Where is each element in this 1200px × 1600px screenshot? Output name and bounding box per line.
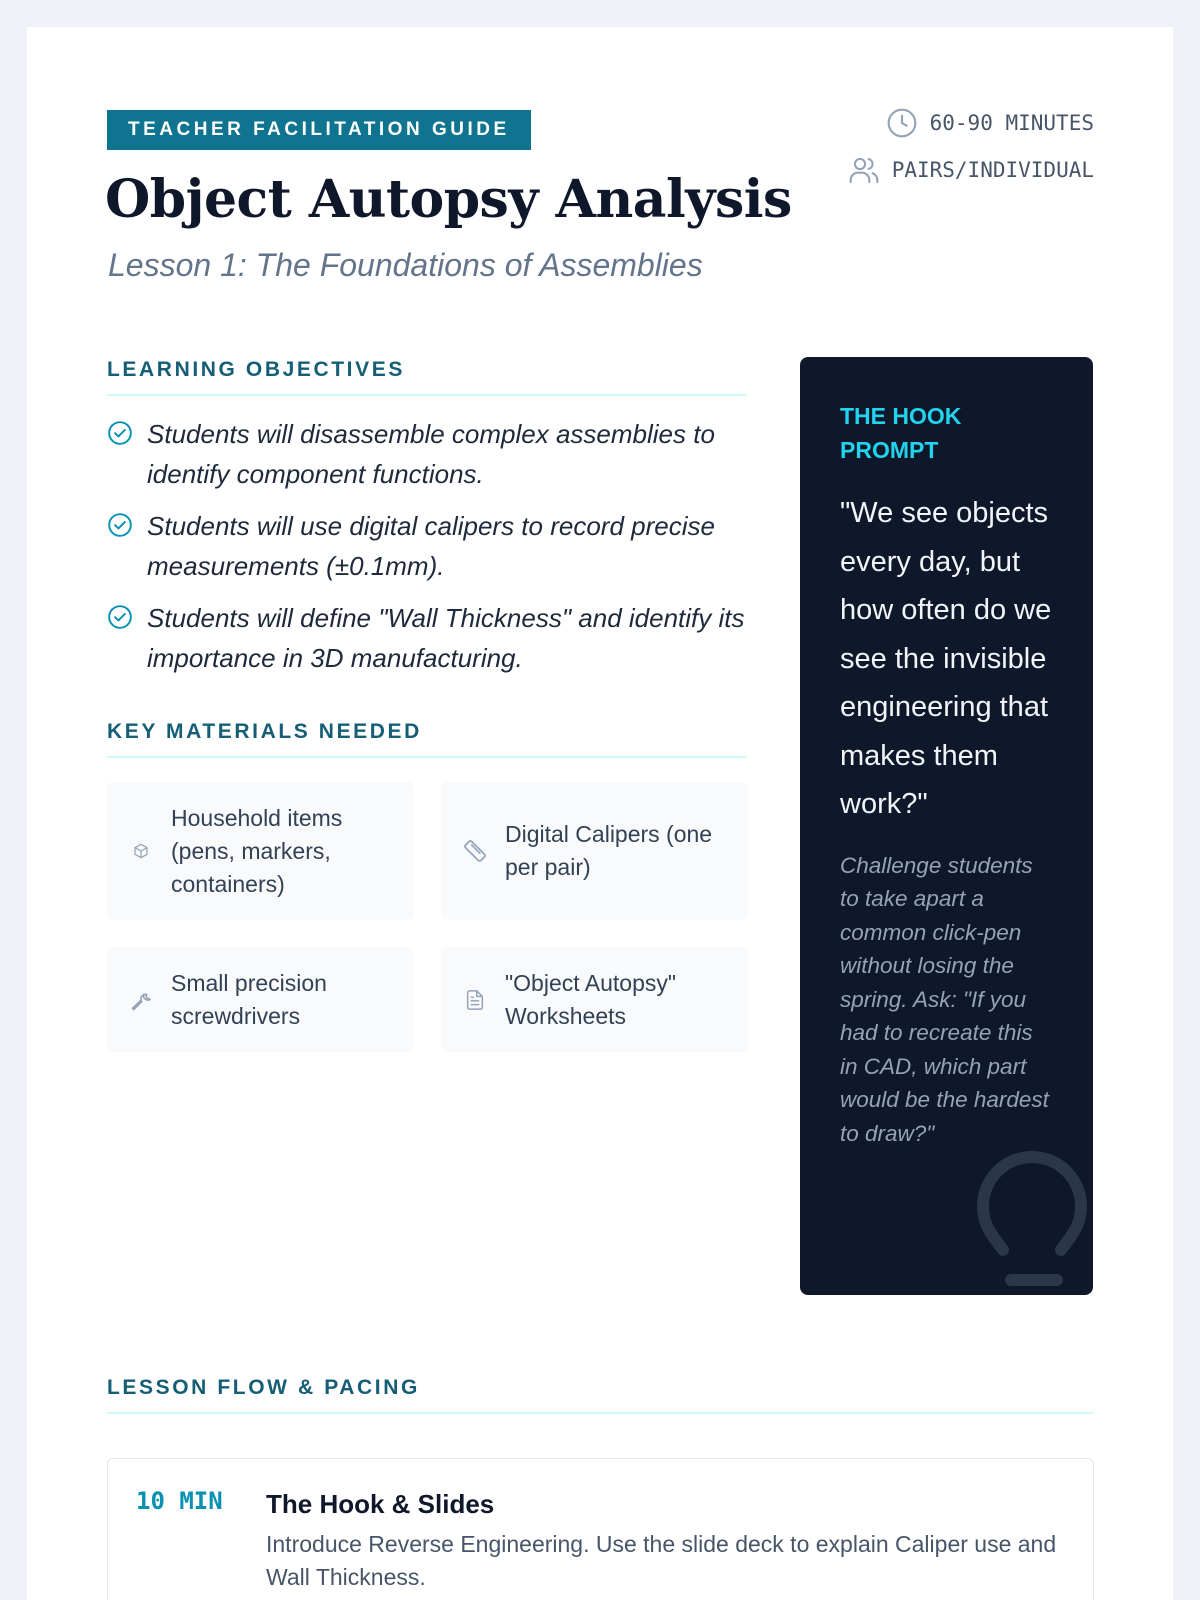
page-subtitle: Lesson 1: The Foundations of Assemblies: [108, 247, 703, 283]
materials-heading: KEY MATERIALS NEEDED: [107, 720, 747, 758]
check-circle-icon: [107, 512, 133, 586]
page-title: Object Autopsy Analysis: [105, 169, 792, 230]
wrench-icon: [127, 988, 155, 1012]
hook-note: Challenge students to take apart a common click-pen without losing the spring. Ask: "If you had to recreate this in CAD, which part would be the hardest to draw?": [840, 852, 1049, 1146]
flow-step-time: 10 MIN: [136, 1487, 223, 1515]
cube-icon: [127, 843, 155, 859]
objective-text: Students will use digital calipers to record precise measurements (±0.1mm).: [147, 511, 715, 581]
objective-item: [107, 506, 747, 586]
flow-step-description: Introduce Reverse Engineering. Use the slide deck to explain Caliper use and Wall Thickness.: [266, 1531, 1057, 1590]
material-card: [107, 947, 414, 1052]
hook-title: THE HOOK PROMPT: [840, 403, 962, 463]
clock-icon: [886, 107, 918, 139]
users-icon: [848, 154, 880, 186]
materials-grid: [107, 782, 747, 1052]
grouping-text: PAIRS/INDIVIDUAL: [891, 158, 1094, 182]
lightbulb-icon: [975, 1150, 1093, 1295]
objectives-list: [107, 414, 747, 690]
objective-item: [107, 414, 747, 494]
flow-step-card: [107, 1458, 1094, 1600]
doc-type-badge: TEACHER FACILITATION GUIDE: [107, 110, 531, 150]
ruler-icon: [461, 838, 489, 864]
objective-text: Students will define "Wall Thickness" and identify its importance in 3D manufacturing.: [147, 603, 745, 673]
grouping-meta: [848, 152, 1094, 188]
document-icon: [461, 989, 489, 1011]
check-circle-icon: [107, 604, 133, 678]
material-text: "Object Autopsy" Worksheets: [505, 969, 677, 1029]
flow-heading: LESSON FLOW & PACING: [107, 1376, 1094, 1414]
duration-text: 60-90 MINUTES: [929, 111, 1094, 135]
duration-meta: [886, 105, 1094, 141]
material-card: [441, 947, 748, 1052]
material-card: [441, 782, 748, 920]
check-circle-icon: [107, 420, 133, 494]
material-text: Small precision screwdrivers: [171, 969, 327, 1029]
material-text: Digital Calipers (one per pair): [505, 821, 713, 880]
material-card: [107, 782, 414, 920]
material-text: Household items (pens, markers, containers): [171, 804, 343, 897]
hook-prompt-panel: [800, 357, 1093, 1295]
objectives-heading: LEARNING OBJECTIVES: [107, 358, 747, 396]
flow-step-title: The Hook & Slides: [266, 1489, 495, 1519]
hook-quote: "We see objects every day, but how often do we see the invisible engineering that makes them work?": [840, 497, 1052, 820]
objective-text: Students will disassemble complex assemblies to identify component functions.: [147, 419, 715, 489]
objective-item: [107, 598, 747, 678]
